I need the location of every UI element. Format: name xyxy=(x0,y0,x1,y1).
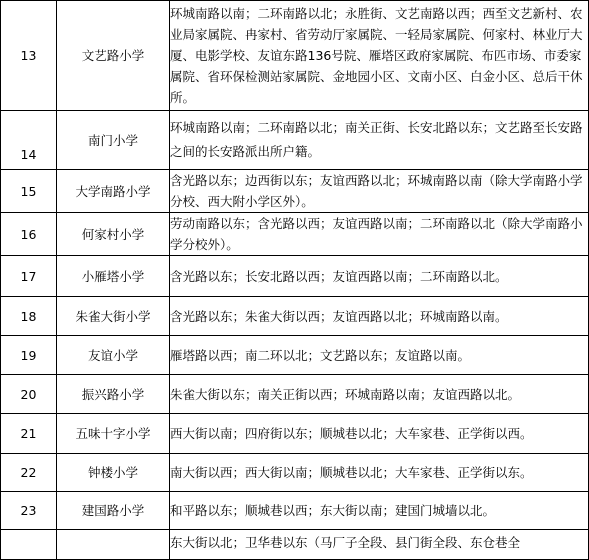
row-number: 23 xyxy=(1,492,57,530)
district-description: 南大街以西；西大街以南；顺城巷以北；大车家巷、正学街以东。 xyxy=(170,454,589,492)
row-number xyxy=(1,530,57,560)
school-name: 友谊小学 xyxy=(57,336,170,375)
district-description: 东大街以北；卫华巷以东（马厂子全段、县门街全段、东仓巷全 xyxy=(170,530,589,560)
school-name: 南门小学 xyxy=(57,111,170,170)
district-description: 西大街以南；四府街以东；顺城巷以北；大车家巷、正学街以西。 xyxy=(170,414,589,454)
row-number: 20 xyxy=(1,375,57,414)
table-row xyxy=(1,336,589,375)
row-number: 22 xyxy=(1,454,57,492)
district-description: 含光路以东；边西街以东；友谊西路以北；环城南路以南（除大学南路小学分校、西大附小学区外）。 xyxy=(170,170,589,213)
district-description: 朱雀大街以东；南关正街以西；环城南路以南；友谊西路以北。 xyxy=(170,375,589,414)
school-name: 大学南路小学 xyxy=(57,170,170,213)
district-description: 环城南路以南；二环南路以北；南关正街、长安北路以东；文艺路至长安路之间的长安路派出所户籍。 xyxy=(170,111,589,170)
school-name: 建国路小学 xyxy=(57,492,170,530)
table-row xyxy=(1,256,589,297)
table-row xyxy=(1,170,589,213)
school-name: 朱雀大街小学 xyxy=(57,297,170,336)
table-row xyxy=(1,297,589,336)
district-description: 雁塔路以西；南二环以北；文艺路以东；友谊路以南。 xyxy=(170,336,589,375)
row-number: 19 xyxy=(1,336,57,375)
district-description: 含光路以东；朱雀大街以西；友谊西路以北；环城南路以南。 xyxy=(170,297,589,336)
table-row xyxy=(1,111,589,170)
school-name: 何家村小学 xyxy=(57,213,170,256)
row-number: 21 xyxy=(1,414,57,454)
school-name: 小雁塔小学 xyxy=(57,256,170,297)
row-number: 18 xyxy=(1,297,57,336)
row-number: 13 xyxy=(1,1,57,111)
table-row xyxy=(1,454,589,492)
school-name: 振兴路小学 xyxy=(57,375,170,414)
row-number: 15 xyxy=(1,170,57,213)
table-row xyxy=(1,492,589,530)
table-row xyxy=(1,530,589,560)
row-number: 16 xyxy=(1,213,57,256)
table-row xyxy=(1,213,589,256)
district-description: 含光路以东；长安北路以西；友谊西路以南；二环南路以北。 xyxy=(170,256,589,297)
table-row xyxy=(1,1,589,111)
school-name: 钟楼小学 xyxy=(57,454,170,492)
district-description: 劳动南路以东；含光路以西；友谊西路以南；二环南路以北（除大学南路小学分校外）。 xyxy=(170,213,589,256)
district-description: 和平路以东；顺城巷以西；东大街以南；建国门城墙以北。 xyxy=(170,492,589,530)
school-name: 五味十字小学 xyxy=(57,414,170,454)
table-row xyxy=(1,375,589,414)
table-row xyxy=(1,414,589,454)
row-number: 17 xyxy=(1,256,57,297)
school-name xyxy=(57,530,170,560)
row-number: 14 xyxy=(1,111,57,170)
school-name: 文艺路小学 xyxy=(57,1,170,111)
district-description: 环城南路以南；二环南路以北；永胜街、文艺南路以西；西至文艺新村、农业局家属院、冉家村、省劳动厅家属院、一轻局家属院、何家村、林业厅大厦、电影学校、友谊东路136号院、雁塔区政府家属院、布匹市场、市委家属院、省环保检测站家属院、金地园小区、文南小区、白金小区、总后干休所。 xyxy=(170,1,589,111)
